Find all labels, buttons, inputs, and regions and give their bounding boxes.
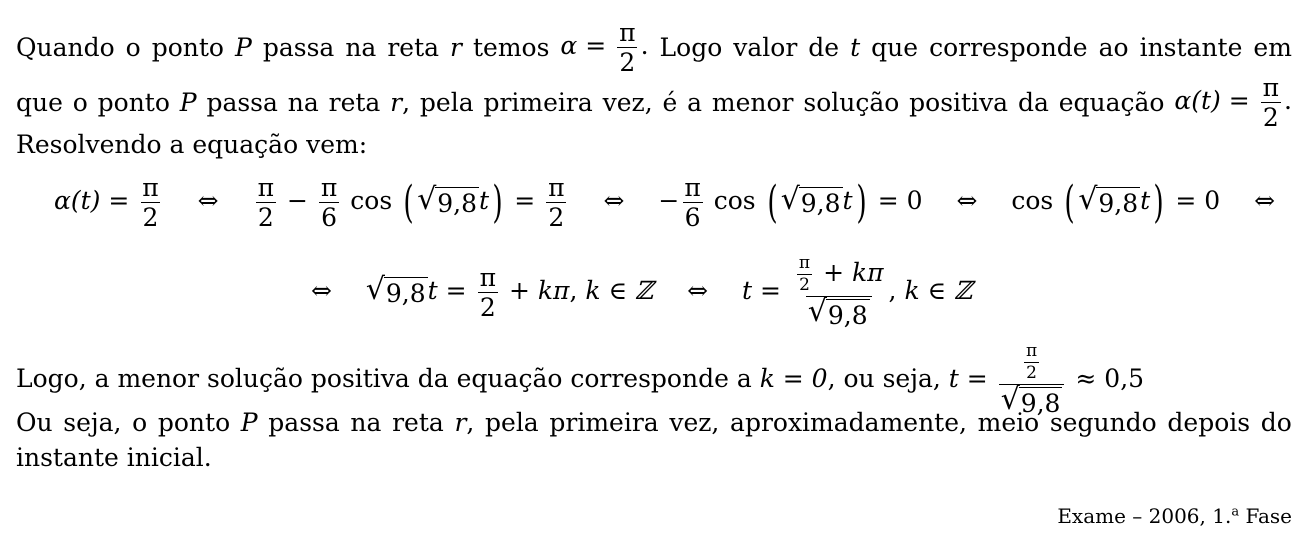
paragraph-1-line-1: [16, 20, 1292, 75]
word: é: [662, 88, 678, 117]
word-math-t: t: [850, 33, 861, 62]
word: de: [808, 33, 840, 62]
word: temos: [472, 33, 550, 62]
word: do: [1260, 408, 1292, 437]
document-page: [16, 0, 1292, 542]
word: que: [16, 88, 63, 117]
word: passa: [262, 33, 335, 62]
iff-symbol: ⇔: [197, 186, 219, 215]
word: na: [287, 88, 319, 117]
word: reta: [392, 408, 444, 437]
word: passa: [268, 408, 340, 437]
word: ponto: [97, 88, 170, 117]
word: positiva: [909, 88, 1009, 117]
word: menor: [711, 88, 794, 117]
word: primeira: [549, 408, 659, 437]
word: segundo: [1049, 408, 1157, 437]
word: ponto: [151, 33, 224, 62]
word: corresponde: [929, 33, 1088, 62]
word: solução: [803, 88, 900, 117]
word: Quando: [16, 33, 115, 62]
word: pela: [485, 408, 539, 437]
word: o: [132, 408, 148, 437]
word-math-p: P: [240, 408, 258, 437]
word: Logo: [659, 33, 723, 62]
word: passa: [206, 88, 278, 117]
word-math-p: P: [179, 88, 197, 117]
word: aproximadamente,: [730, 408, 967, 437]
iff-symbol: ⇔: [1254, 186, 1276, 215]
word: valor: [733, 33, 798, 62]
fraction-pi-over-2: $\frac{\pi}{2}$: [619, 18, 636, 77]
word: a: [687, 88, 703, 117]
word: Ou: [16, 408, 53, 437]
word-math-r: r,: [390, 88, 411, 117]
source-citation: Exame – 2006, 1.$^a$ Fase: [1057, 504, 1292, 528]
display-equation-1: α(t) = $\frac{\pi}{2}$ ⇔ $\frac{\pi}{2}$ − $\frac{\pi}{6}$ cos ( √ 9,8t) = $\frac{\pi}{2}$ ⇔ − $\frac{\pi}{6}$ cos ( √ 9,8t) = 0 ⇔ cos ( √ 9,8t) = 0 ⇔: [54, 173, 1276, 232]
word: ao: [1098, 33, 1129, 62]
iff-symbol: ⇔: [687, 275, 709, 305]
paragraph-3-line-2: instante inicial.: [16, 443, 212, 472]
word: primeira: [483, 88, 593, 117]
iff-symbol: ⇔: [603, 186, 625, 215]
fraction-t-general: $\frac{\pi}{2}$ + kπ √ 9,8: [798, 253, 884, 330]
word: na: [350, 408, 382, 437]
word: na: [345, 33, 377, 62]
word-math-r: r: [450, 33, 462, 62]
inline-equation-alpha: α = $\frac{\pi}{2}$ .: [560, 18, 649, 77]
word: que: [871, 33, 919, 62]
word: reta: [387, 33, 440, 62]
word: vez,: [669, 408, 720, 437]
paragraph-1-line-2: [16, 75, 1292, 130]
word: meio: [977, 408, 1040, 437]
paragraph-2: Logo, a menor solução positiva da equação corresponde a k = 0, ou seja, t = $\frac{\pi}{2}$ √ 9,8 ≈ 0,5: [16, 341, 1145, 418]
word: depois: [1167, 408, 1251, 437]
word: instante: [1139, 33, 1243, 62]
word: o: [72, 88, 88, 117]
sqrt-9-8: √ 9,8: [780, 182, 841, 219]
fraction-pi-over-2: $\frac{\pi}{2}$: [1262, 73, 1280, 132]
paragraph-1-line-3: Resolvendo a equação vem:: [16, 130, 368, 159]
word: da: [1017, 88, 1049, 117]
iff-symbol: ⇔: [956, 186, 978, 215]
word: reta: [328, 88, 381, 117]
word: em: [1253, 33, 1292, 62]
word: seja,: [63, 408, 122, 437]
inline-equation-alpha-t: α(t) = $\frac{\pi}{2}$ .: [1174, 73, 1292, 132]
paragraph-3-line-1: [16, 408, 1292, 437]
sqrt-9-8: √ 9,8: [1078, 182, 1139, 219]
word: vez,: [602, 88, 653, 117]
word: equação: [1058, 88, 1165, 117]
display-equation-2: ⇔ √ 9,8t = $\frac{\pi}{2}$ + kπ, k ∈ ℤ ⇔ t = $\frac{\pi}{2}$ + kπ √ 9,8 , k ∈ ℤ: [311, 253, 973, 330]
word: o: [125, 33, 141, 62]
word-math-r: r,: [454, 408, 475, 437]
fraction-t-solution: $\frac{\pi}{2}$ √ 9,8: [999, 343, 1065, 418]
word-math-p: P: [235, 33, 252, 62]
word: pela: [419, 88, 474, 117]
iff-symbol: ⇔: [311, 275, 332, 305]
word: ponto: [157, 408, 231, 437]
sqrt-9-8: √ 9,8: [417, 182, 478, 219]
sqrt-9-8: √ 9,8: [365, 272, 426, 308]
